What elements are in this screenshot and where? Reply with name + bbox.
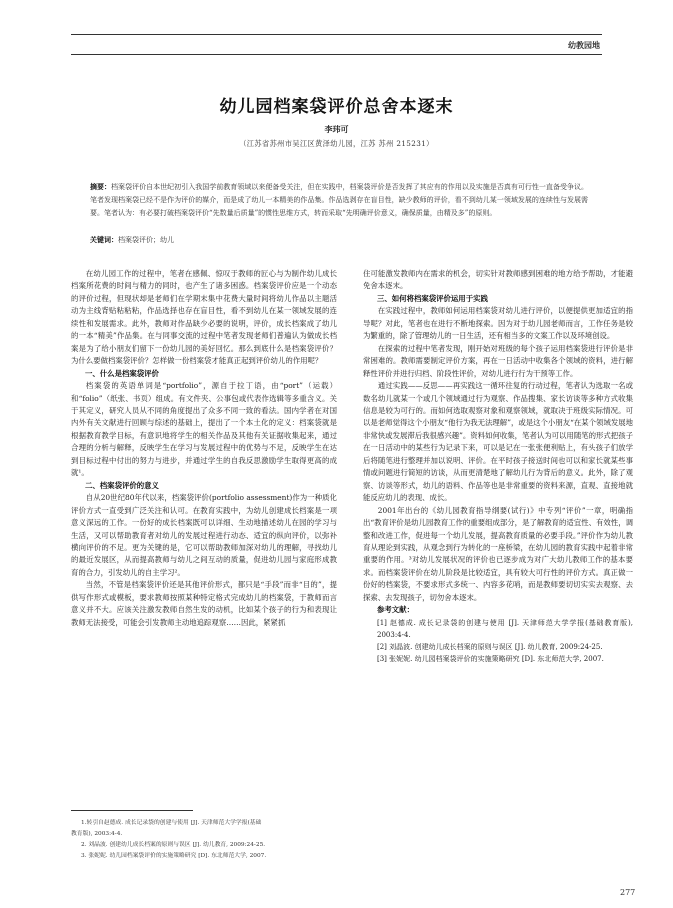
paragraph: 当然，不管是档案袋评价还是其他评价形式，都只是“手段”而非“目的”，提供写作形式或模板，要求教师按照某种特定格式完成幼儿的档案袋，于教师而言意义并不大。应该关注激发教师自然生发的动机，比如某个孩子的行为和表现让教师无法接受，可能会引发教师主动地追踪观察……因此，紧紧抓 bbox=[71, 580, 337, 627]
footnote-item: 2. 刘晶波. 创建幼儿成长档案的原则与误区 [J]. 幼儿教育, 2009:24-25. bbox=[81, 842, 266, 848]
section-heading-1: 一、什么是档案袋评价 bbox=[85, 368, 159, 378]
paragraph: 通过实践——反思——再实践这一循环往复的行动过程，笔者认为选取一名或数名幼儿就某一个或几个领域通过行为观察、作品搜集、家长访谈等多种方式收集信息是较为可行的。而如何选取观察对象和观察领域，就取决于班级实际情况。可以是老师觉得这个小朋友“他行为我无法理解”，或是这个小朋友“在某个领域发展地非常快或发展滞后我很感兴趣”。资料如何收集，笔者认为可以用随笔的形式把孩子在一日活动中的某些行为记录下来，可以是记在一张张便利贴上，有头孩子们放学后将随笔进行整理并加以说明、评价。在平时孩子接送时间也可以和家长就某些事情或问题进行简短的访谈，从而更清楚地了解幼儿行为背后的意义。此外，除了观察、访谈等形式，幼儿的语料、作品等也是非常重要的资料来源，直观、直接地就能反应幼儿的表现、成长。 bbox=[363, 381, 634, 503]
reference-item: [3] 张妮妮. 幼儿园档案袋评价的实施策略研究 [D]. 东北师范大学, 2007. bbox=[377, 655, 604, 664]
right-column bbox=[363, 268, 633, 666]
keywords bbox=[90, 235, 174, 245]
reference-item: [2] 刘晶波. 创建幼儿成长档案的原则与误区 [J]. 幼儿教育, 2009:24-25. bbox=[377, 643, 603, 652]
reference-item: [1] 赵德成. 成长记录袋的创建与使用 [J]. 天津师范大学学报(基础教育版), 2003:4-4. bbox=[377, 618, 633, 639]
keywords-text: 档案袋评价；幼儿 bbox=[118, 236, 174, 244]
references-list bbox=[363, 617, 633, 666]
abstract bbox=[90, 180, 588, 221]
header-rule-bottom bbox=[71, 54, 602, 55]
references-title: 参考文献： bbox=[377, 605, 414, 615]
intro-paragraph: 在幼儿园工作的过程中，笔者在感佩、惊叹于教师的匠心与为制作幼儿成长档案所花费的时间与精力的同时，也产生了诸多困惑。档案袋评价应是一个动态的评价过程，但现状却是老师们在学期末集中花费大量时间将幼儿作品以主题活动为主线背贴粘粘粘，作品选择也存在盲目性，看不到幼儿在某一领域发展的连续性和发展需求。此外，教师对作品缺少必要的说明，评价，成长档案成了幼儿的一本“精美”作品集。在与同事交流的过程中笔者发现老师们普遍认为做成长档案是为了给小朋友们留下一份幼儿园的美好回忆。那么到底什么是档案袋评价？为什么要做档案袋评价？怎样做一份档案袋才能真正起到评价幼儿的作用呢？ bbox=[71, 269, 337, 366]
paragraph: 自从20世纪80年代以来，档案袋评价(portfolio assessment)作为一种质化评价方式一直受到广泛关注和认可。在教育实践中，为幼儿创建成长档案是一项意义深远的工作。一份好的成长档案既可以详细、生动地描述幼儿在园的学习与生活，又可以帮助教育者对幼儿的发展过程进行动态、适宜的纵向评价，以弥补横向评价的不足。更为关键的是，它可以帮助教师加深对幼儿的理解，寻找幼儿的最近发展区，从而提高教师与幼儿之间互动的质量，促进幼儿园与家庭形成教育的合力，引发幼儿的自主学习²。 bbox=[71, 493, 337, 577]
footnote-item: 教育版), 2003:4-4. bbox=[71, 831, 123, 837]
footnote-rule bbox=[71, 810, 193, 811]
paragraph: 在探索的过程中笔者发现，刚开始对班级的每个孩子运用档案袋进行评价是非常困难的。教师需要制定评价方案，再在一日活动中收集各个领域的资料，进行解释性评价并进行归档、阶段性评价，对幼儿进行行为干预等工作。 bbox=[363, 343, 633, 378]
section-label: 幼教园地 bbox=[568, 40, 600, 50]
paragraph: 2001年出台的《幼儿园教育指导纲要(试行)》中专列“评价”一章，明确指出“教育评价是幼儿园教育工作的重要组成部分，是了解教育的适宜性、有效性，调整和改进工作，促进每一个幼儿发展，提高教育质量的必要手段。”评价作为幼儿教育从理论到实践，从观念到行为转化的一座桥梁，在幼儿园的教育实践中起着非常重要的作用。³对幼儿发展状况的评价也已逐步成为对广大幼儿教师工作的基本要求。而档案袋评价在幼儿阶段是比较适宜，具有较大可行性的评价方式。真正做一份好的档案袋，不要求形式多统一、内容多花哨，而是教师要切切实实去观察、去探索、去发现孩子，切勿舍本逐末。 bbox=[363, 505, 633, 602]
section-heading-2: 二、档案袋评价的意义 bbox=[85, 480, 159, 490]
keywords-label: 关键词： bbox=[90, 235, 118, 244]
footnote-item: 3. 张妮妮. 幼儿园档案袋评价的实施策略研究 [D]. 东北师范大学, 2007. bbox=[81, 853, 267, 859]
section-heading-3: 三、如何将档案袋评价运用于实践 bbox=[377, 293, 488, 303]
left-column bbox=[71, 268, 337, 629]
paragraph: 档案袋的英语单词是“portfolio”，源自于拉丁语，由“port”（运载）和“folio”（纸张、书页）组成。有文件夹、公事包或代表作选辑等多重含义。关于其定义，研究人员从不同的角度提出了众多不同一致的看法。国内学者在对国内外有关文献进行回顾与综述的基础上，提出了一个本土化的定义：档案袋就是根据教育教学目标，有意识地将学生的相关作品及其他有关证据收集起来，通过合理的分析与解释，反映学生在学习与发展过程中的优势与不足，反映学生在达到目标过程中付出的努力与进步，并通过学生的自我反思激励学生取得更高的成就¹。 bbox=[71, 381, 337, 478]
abstract-label: 摘要： bbox=[90, 182, 112, 191]
abstract-text: 档案袋评价自本世纪初引入我国学前教育领域以来便备受关注，但在实践中，档案袋评价是否发挥了其应有的作用以及实施是否真有可行性一直备受争议。笔者发现档案袋已经不是作为评价的媒介，而是成了幼儿一本精美的作品集。作品选剥存在盲目性，缺少教师的评价，看不到幼儿某一领域发展的连续性与发展需要。笔者认为：有必要打破档案袋评价“先数量后质量”的惯性思维方式，转而采取“先明确评价意义，确保质量，由精及多”的原则。 bbox=[90, 183, 589, 218]
header-rule-top bbox=[71, 34, 602, 35]
article-title: 幼儿园档案袋评价总舍本逐末 bbox=[219, 97, 454, 117]
paragraph: 在实践过程中，教师如何运用档案袋对幼儿进行评价，以便提供更加适宜的指导呢？对此，笔者也在进行不断地探索。因为对于幼儿园老师而言，工作任务是较为繁重的，除了管理幼儿的一日生活，还有相当多的文案工作以及环境创设。 bbox=[363, 306, 633, 341]
author: 李玮可 bbox=[324, 124, 349, 134]
footnote-item: 1.转引自赵德成. 成长记录袋的创建与使用 [J]. 天津师范大学学报(基础 bbox=[81, 820, 262, 826]
page-number: 277 bbox=[620, 888, 636, 897]
affiliation: （江苏省苏州市吴江区黄泽幼儿园，江苏 苏州 215231） bbox=[239, 139, 434, 148]
footnotes bbox=[71, 818, 337, 862]
paragraph-continued: 住可能激发教师内在需求的机会，切实针对教师感到困难的地方给予帮助，才能避免舍本逐末。 bbox=[363, 269, 633, 291]
